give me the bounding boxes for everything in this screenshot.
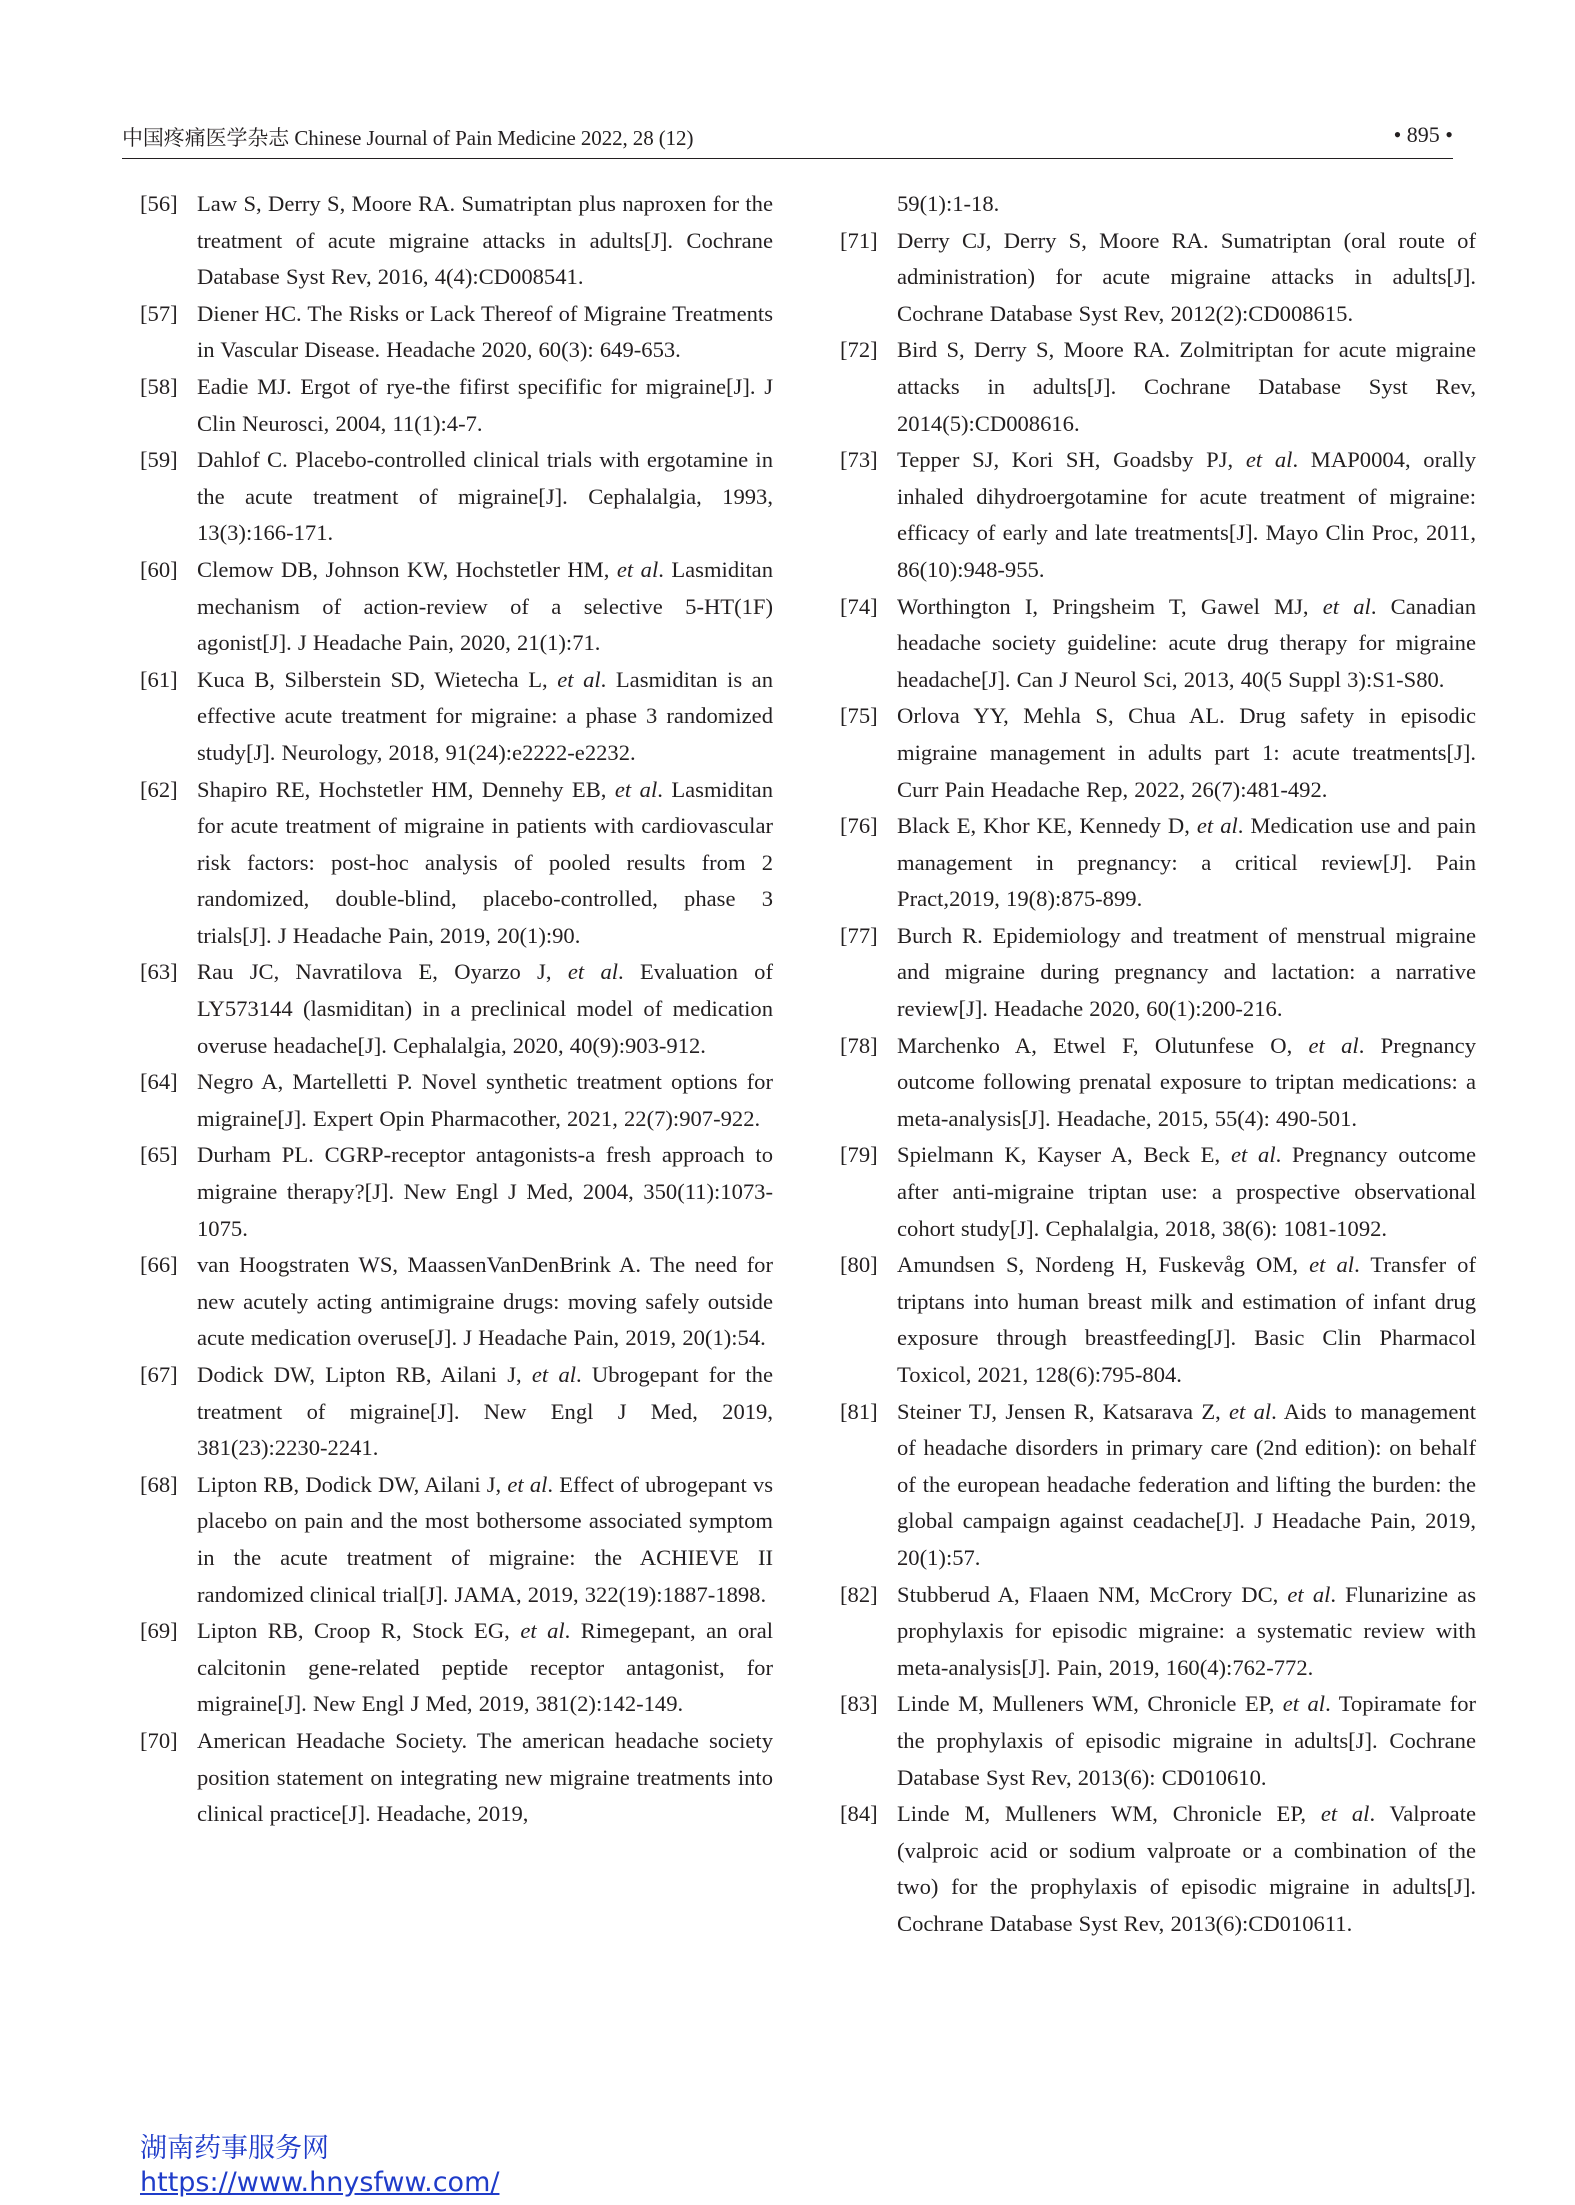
reference-text bbox=[897, 1577, 1476, 1687]
reference-number: [73] bbox=[840, 447, 878, 473]
reference-number: [77] bbox=[840, 922, 878, 948]
reference-number: [63] bbox=[140, 959, 178, 985]
reference-citation: . Pregnancy outcome following prenatal exposure to triptan medications: a meta-analysis[J]. Headache, 2015, 55(4): 490-501. bbox=[897, 1032, 1476, 1131]
reference-text bbox=[197, 1613, 773, 1723]
reference-authors: Burch R. Epidemiology and treatment of menstrual migraine and migraine during pregnancy and lactation: a narrative review[J]. Headache 2020, 60(1):200-216. bbox=[897, 922, 1476, 1022]
reference-citation: . Topiramate for the prophylaxis of episodic migraine in adults[J]. Cochrane Database Syst Rev, 2013(6): CD010610. bbox=[897, 1691, 1477, 1790]
reference-item bbox=[840, 332, 1476, 442]
reference-number: [81] bbox=[840, 1398, 878, 1424]
reference-item bbox=[140, 1613, 773, 1723]
reference-citation: . Medication use and pain management in pregnancy: a critical review[J]. Pain Pract,2019, 19(8):875-899. bbox=[897, 813, 1476, 912]
reference-number: [67] bbox=[140, 1362, 178, 1387]
reference-item bbox=[140, 1137, 773, 1247]
et-al-italic: et al bbox=[1196, 813, 1238, 839]
reference-number: [84] bbox=[840, 1801, 878, 1827]
reference-item bbox=[140, 296, 773, 369]
watermark-footer bbox=[140, 2132, 499, 2200]
reference-item bbox=[140, 186, 773, 296]
reference-authors: Diener HC. The Risks or Lack Thereof of Migraine Treatments in Vascular Disease. Headache 2020, 60(3): 649-653. bbox=[197, 300, 773, 363]
reference-text bbox=[197, 1357, 773, 1467]
reference-authors: Black E, Khor KE, Kennedy D, bbox=[897, 813, 1197, 839]
reference-text bbox=[897, 332, 1476, 442]
et-al-italic: et al bbox=[1287, 1581, 1331, 1607]
reference-number: [57] bbox=[140, 300, 178, 326]
reference-number: [78] bbox=[840, 1032, 878, 1058]
reference-authors: Durham PL. CGRP-receptor antagonists-a fresh approach to migraine therapy?[J]. New Engl J Med, 2004, 350(11):1073-1075. bbox=[197, 1142, 773, 1241]
reference-citation: . Lasmiditan is an effective acute treatment for migraine: a phase 3 randomized study[J]. Neurology, 2018, 91(24):e2222-e2232. bbox=[197, 666, 773, 765]
reference-citation: . Canadian headache society guideline: acute drug therapy for migraine headache[J]. Can J Neurol Sci, 2013, 40(5 Suppl 3):S1-S80. bbox=[897, 593, 1477, 692]
reference-text bbox=[897, 698, 1476, 808]
reference-item bbox=[140, 1357, 773, 1467]
et-al-italic: et al bbox=[1322, 593, 1371, 619]
reference-number: [83] bbox=[840, 1691, 878, 1717]
reference-number: [69] bbox=[140, 1618, 178, 1644]
reference-authors: Worthington I, Pringsheim T, Gawel MJ, bbox=[897, 593, 1323, 619]
reference-authors: Negro A, Martelletti P. Novel synthetic treatment options for migraine[J]. Expert Opin Pharmacother, 2021, 22(7):907-922. bbox=[197, 1069, 773, 1131]
reference-authors: Tepper SJ, Kori SH, Goadsby PJ, bbox=[897, 447, 1246, 473]
reference-text bbox=[197, 954, 773, 1064]
reference-citation: . MAP0004, orally inhaled dihydroergotamine for acute treatment of migraine: efficacy of early and late treatments[J]. Mayo Clin Proc, 2011, 86(10):948-955. bbox=[897, 447, 1477, 582]
reference-text bbox=[197, 186, 773, 296]
et-al-italic: et al bbox=[1309, 1252, 1355, 1278]
reference-item bbox=[840, 1577, 1476, 1687]
reference-authors: Stubberud A, Flaaen NM, McCrory DC, bbox=[897, 1581, 1288, 1607]
et-al-italic: et al bbox=[1320, 1801, 1370, 1827]
reference-item bbox=[140, 954, 773, 1064]
reference-column-left bbox=[140, 186, 773, 1833]
reference-item bbox=[840, 442, 1476, 588]
reference-item bbox=[140, 1064, 773, 1137]
reference-number: [66] bbox=[140, 1252, 178, 1278]
reference-text bbox=[897, 1686, 1476, 1796]
site-name: 湖南药事服务网 bbox=[140, 2133, 329, 2164]
reference-number: [70] bbox=[140, 1727, 178, 1753]
reference-item bbox=[140, 1467, 773, 1613]
reference-text bbox=[897, 442, 1476, 588]
reference-item bbox=[840, 589, 1476, 699]
reference-number: [75] bbox=[840, 703, 878, 729]
reference-authors: Law S, Derry S, Moore RA. Sumatriptan plus naproxen for the treatment of acute migraine attacks in adults[J]. Cochrane Database Syst Rev, 2016, 4(4):CD008541. bbox=[197, 191, 773, 290]
reference-number: [74] bbox=[840, 593, 878, 619]
reference-authors: American Headache Society. The american headache society position statement on integrating new migraine treatments into clinical practice[J]. Headache, 2019, bbox=[197, 1727, 773, 1827]
reference-item bbox=[140, 442, 773, 552]
reference-number: [76] bbox=[840, 813, 878, 839]
site-url-link[interactable]: https://www.hnysfww.com/ bbox=[140, 2167, 500, 2198]
reference-text bbox=[897, 808, 1476, 918]
reference-continuation: 59(1):1-18. bbox=[897, 191, 1000, 216]
reference-text bbox=[197, 442, 773, 552]
reference-text bbox=[897, 1247, 1476, 1393]
journal-title: 中国疼痛医学杂志 Chinese Journal of Pain Medicine 2022, 28 (12) bbox=[122, 126, 694, 150]
reference-authors: Marchenko A, Etwel F, Olutunfese O, bbox=[897, 1032, 1309, 1058]
reference-authors: Steiner TJ, Jensen R, Katsarava Z, bbox=[897, 1398, 1230, 1424]
reference-citation: . Evaluation of LY573144 (lasmiditan) in a preclinical model of medication overuse headache[J]. Cephalalgia, 2020, 40(9):903-912. bbox=[197, 959, 774, 1058]
reference-text bbox=[197, 369, 773, 442]
reference-authors: Amundsen S, Nordeng H, Fuskevåg OM, bbox=[897, 1252, 1310, 1278]
reference-item bbox=[840, 1137, 1476, 1247]
reference-number: [65] bbox=[140, 1142, 178, 1168]
reference-text bbox=[197, 296, 773, 369]
reference-number: [58] bbox=[140, 373, 178, 399]
reference-authors: Dahlof C. Placebo-controlled clinical trials with ergotamine in the acute treatment of migraine[J]. Cephalalgia, 1993, 13(3):166-171. bbox=[197, 447, 773, 546]
reference-text bbox=[197, 1247, 773, 1357]
reference-text bbox=[897, 223, 1476, 333]
et-al-italic: et al bbox=[1230, 1142, 1276, 1168]
reference-number: [71] bbox=[840, 227, 878, 253]
reference-item bbox=[140, 662, 773, 772]
reference-citation: . Lasmiditan for acute treatment of migraine in patients with cardiovascular risk factors: post-hoc analysis of pooled results from 2 randomized, double-blind, placebo-controlled, phase 3 trials[J]. J Headache Pain, 2019, 20(1):90. bbox=[197, 776, 773, 948]
reference-item bbox=[840, 808, 1476, 918]
reference-item bbox=[140, 1723, 773, 1833]
reference-item bbox=[840, 1796, 1476, 1942]
reference-item bbox=[840, 918, 1476, 1028]
page-number: • 895 • bbox=[1393, 122, 1453, 147]
running-header bbox=[122, 118, 1453, 159]
reference-authors: Orlova YY, Mehla S, Chua AL. Drug safety in episodic migraine management in adults part 1: acute treatments[J]. Curr Pain Headache Rep, 2022, 26(7):481-492. bbox=[897, 703, 1476, 802]
et-al-italic: et al bbox=[1229, 1398, 1272, 1424]
reference-number: [62] bbox=[140, 776, 178, 802]
et-al-italic: et al bbox=[1282, 1691, 1326, 1717]
reference-text bbox=[897, 1137, 1476, 1247]
reference-citation: . Aids to management of headache disorders in primary care (2nd edition): on behalf of the european headache federation and lifting the burden: the global campaign against ceadache[J]. J Headache Pain, 2019, 20(1):57. bbox=[897, 1398, 1476, 1570]
reference-citation: . Pregnancy outcome after anti-migraine triptan use: a prospective observational cohort study[J]. Cephalalgia, 2018, 38(6): 1081-1092. bbox=[897, 1142, 1476, 1241]
reference-text bbox=[197, 1723, 773, 1833]
reference-authors: Clemow DB, Johnson KW, Hochstetler HM, bbox=[197, 556, 617, 582]
reference-column-right bbox=[840, 186, 1476, 1943]
reference-citation: . Effect of ubrogepant vs placebo on pain and the most bothersome associated symptom in the acute treatment of migraine: the ACHIEVE II randomized clinical trial[J]. JAMA, 2019, 322(19):1887-1898. bbox=[197, 1471, 773, 1607]
reference-text bbox=[897, 589, 1476, 699]
reference-text bbox=[197, 772, 773, 955]
reference-number: [79] bbox=[840, 1142, 878, 1168]
et-al-italic: et al bbox=[1308, 1032, 1359, 1058]
reference-text bbox=[197, 662, 773, 772]
reference-text bbox=[197, 1467, 773, 1613]
reference-number: [82] bbox=[840, 1581, 878, 1607]
reference-citation: . Transfer of triptans into human breast milk and estimation of infant drug exposure through breastfeeding[J]. Basic Clin Pharmacol Toxicol, 2021, 128(6):795-804. bbox=[897, 1252, 1476, 1387]
reference-text bbox=[197, 552, 773, 662]
et-al-italic: et al bbox=[567, 959, 619, 985]
reference-citation: . Lasmiditan mechanism of action-review of a selective 5-HT(1F) agonist[J]. J Headache Pain, 2020, 21(1):71. bbox=[197, 556, 773, 656]
reference-text bbox=[897, 1028, 1476, 1138]
reference-authors: Linde M, Mulleners WM, Chronicle EP, bbox=[897, 1691, 1283, 1717]
et-al-italic: et al bbox=[557, 666, 601, 692]
reference-citation: . Valproate (valproic acid or sodium valproate or a combination of the two) for the prophylaxis of episodic migraine in adults[J]. Cochrane Database Syst Rev, 2013(6):CD010611. bbox=[897, 1801, 1477, 1936]
reference-item bbox=[840, 1394, 1476, 1577]
reference-item bbox=[140, 369, 773, 442]
reference-number: [56] bbox=[140, 191, 178, 216]
reference-text bbox=[897, 1394, 1476, 1577]
reference-citation: . Flunarizine as prophylaxis for episodic migraine: a systematic review with meta-analysis[J]. Pain, 2019, 160(4):762-772. bbox=[897, 1581, 1476, 1680]
reference-item bbox=[140, 772, 773, 955]
et-al-italic: et al bbox=[507, 1471, 548, 1497]
reference-item bbox=[140, 552, 773, 662]
reference-authors: Rau JC, Navratilova E, Oyarzo J, bbox=[197, 959, 568, 985]
reference-number: [59] bbox=[140, 447, 178, 473]
reference-item bbox=[840, 1247, 1476, 1393]
reference-item bbox=[140, 1247, 773, 1357]
reference-number: [68] bbox=[140, 1471, 178, 1497]
reference-citation: . Rimegepant, an oral calcitonin gene-related peptide receptor antagonist, for migraine[J]. New Engl J Med, 2019, 381(2):142-149. bbox=[197, 1618, 774, 1717]
et-al-italic: et al bbox=[616, 556, 659, 582]
et-al-italic: et al bbox=[520, 1618, 565, 1644]
reference-text bbox=[197, 1064, 773, 1137]
reference-authors: Linde M, Mulleners WM, Chronicle EP, bbox=[897, 1801, 1321, 1827]
reference-text bbox=[197, 1137, 773, 1247]
reference-item bbox=[840, 1686, 1476, 1796]
reference-authors: Lipton RB, Croop R, Stock EG, bbox=[197, 1618, 521, 1644]
reference-authors: Eadie MJ. Ergot of rye-the fifirst specifific for migraine[J]. J Clin Neurosci, 2004, 11(1):4-7. bbox=[197, 373, 773, 436]
reference-item bbox=[840, 1028, 1476, 1138]
reference-text bbox=[897, 918, 1476, 1028]
reference-number: [80] bbox=[840, 1252, 878, 1278]
reference-authors: Derry CJ, Derry S, Moore RA. Sumatriptan (oral route of administration) for acute migraine attacks in adults[J]. Cochrane Database Syst Rev, 2012(2):CD008615. bbox=[897, 227, 1476, 326]
reference-number: [72] bbox=[840, 337, 878, 363]
reference-number: [60] bbox=[140, 556, 178, 582]
et-al-italic: et al bbox=[1245, 447, 1293, 473]
reference-item bbox=[840, 223, 1476, 333]
reference-authors: van Hoogstraten WS, MaassenVanDenBrink A. The need for new acutely acting antimigraine drugs: moving safely outside acute medication overuse[J]. J Headache Pain, 2019, 20(1):54. bbox=[197, 1252, 773, 1351]
reference-authors: Shapiro RE, Hochstetler HM, Dennehy EB, bbox=[197, 776, 615, 802]
et-al-italic: et al bbox=[531, 1362, 577, 1387]
reference-text bbox=[897, 1796, 1476, 1942]
reference-authors: Lipton RB, Dodick DW, Ailani J, bbox=[197, 1471, 508, 1497]
reference-number: [64] bbox=[140, 1069, 178, 1095]
reference-citation: . Ubrogepant for the treatment of migraine[J]. New Engl J Med, 2019, 381(23):2230-2241. bbox=[197, 1362, 773, 1461]
reference-authors: Bird S, Derry S, Moore RA. Zolmitriptan for acute migraine attacks in adults[J]. Cochrane Database Syst Rev, 2014(5):CD008616. bbox=[897, 337, 1476, 436]
reference-authors: Spielmann K, Kayser A, Beck E, bbox=[897, 1142, 1231, 1168]
reference-item bbox=[840, 698, 1476, 808]
et-al-italic: et al bbox=[614, 776, 658, 802]
reference-authors: Dodick DW, Lipton RB, Ailani J, bbox=[197, 1362, 532, 1387]
reference-authors: Kuca B, Silberstein SD, Wietecha L, bbox=[197, 666, 558, 692]
reference-number: [61] bbox=[140, 666, 178, 692]
